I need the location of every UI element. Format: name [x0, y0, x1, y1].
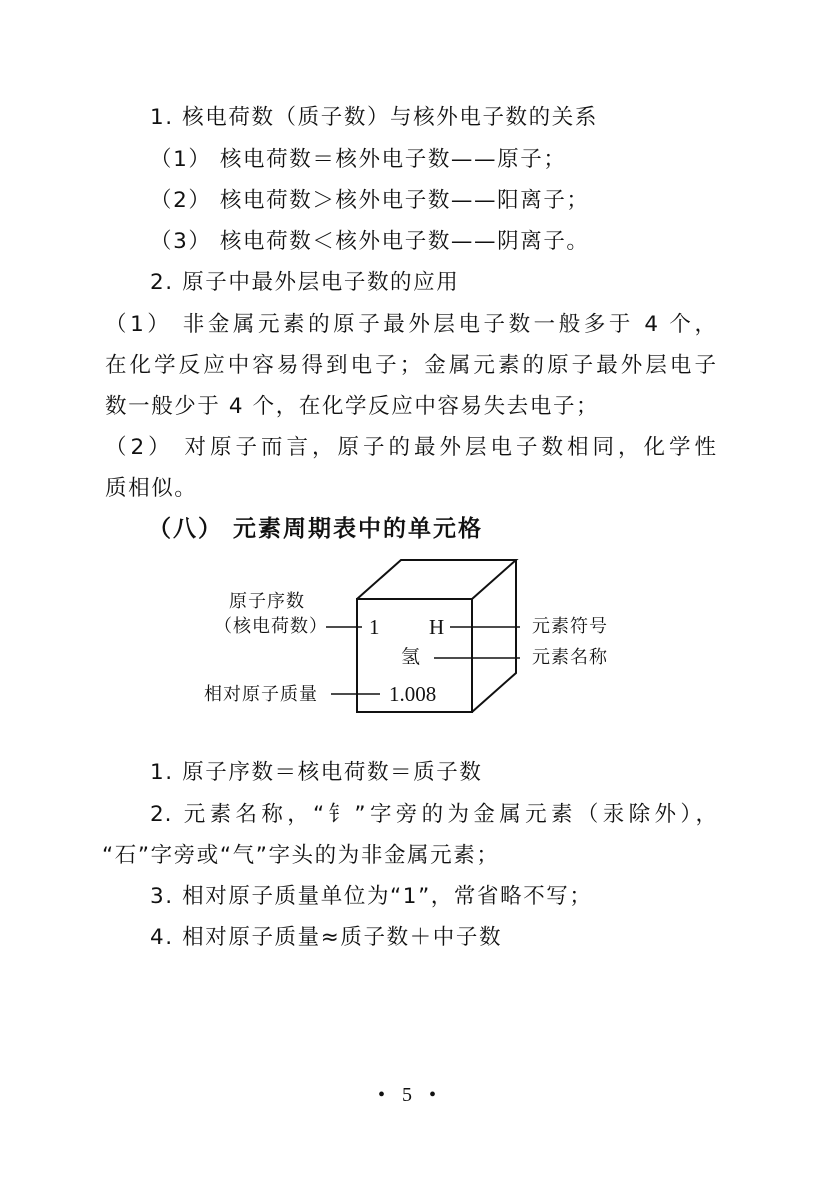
note-2-line2: “石”字旁或“气”字头的为非金属元素； — [102, 843, 500, 868]
cell-top-face — [357, 560, 516, 599]
cell-right-face — [472, 560, 516, 712]
section-heading: （八） 元素周期表中的单元格 — [148, 516, 484, 542]
label-relative-mass: 相对原子质量 — [204, 684, 318, 705]
item2-a-line1: （1） 非金属元素的原子最外层电子数一般多于 4 个， — [105, 312, 717, 337]
item2-a-line3: 数一般少于 4 个，在化学反应中容易失去电子； — [105, 394, 600, 419]
item2-title: 2. 原子中最外层电子数的应用 — [150, 270, 460, 295]
item1-line-a: （1） 核电荷数＝核外电子数——原子； — [150, 147, 567, 172]
note-2-line1: 2. 元素名称，“钅”字旁的为金属元素（汞除外）， — [150, 802, 718, 827]
item1-line-b: （2） 核电荷数＞核外电子数——阳离子； — [150, 188, 590, 213]
cell-symbol: H — [429, 615, 445, 639]
cell-element-name: 氢 — [401, 647, 421, 668]
cell-mass: 1.008 — [389, 682, 437, 706]
item2-b-line2: 质相似。 — [105, 476, 198, 501]
page-number: • 5 • — [377, 1084, 442, 1106]
item2-b-line1: （2） 对原子而言，原子的最外层电子数相同，化学性 — [105, 435, 717, 460]
note-4: 4. 相对原子质量≈质子数＋中子数 — [150, 925, 503, 950]
item1-title: 1. 核电荷数（质子数）与核外电子数的关系 — [150, 105, 598, 130]
note-1: 1. 原子序数＝核电荷数＝质子数 — [150, 760, 483, 785]
item2-a-line2: 在化学反应中容易得到电子；金属元素的原子最外层电子 — [105, 353, 717, 378]
label-element-symbol: 元素符号 — [532, 616, 608, 637]
cell-atomic-number: 1 — [369, 615, 380, 639]
label-nuclear-charge: （核电荷数） — [214, 616, 328, 637]
label-element-name: 元素名称 — [532, 647, 608, 668]
note-3: 3. 相对原子质量单位为“1”，常省略不写； — [150, 884, 593, 909]
item1-line-c: （3） 核电荷数＜核外电子数——阴离子。 — [150, 229, 590, 254]
label-atomic-number: 原子序数 — [229, 591, 305, 612]
